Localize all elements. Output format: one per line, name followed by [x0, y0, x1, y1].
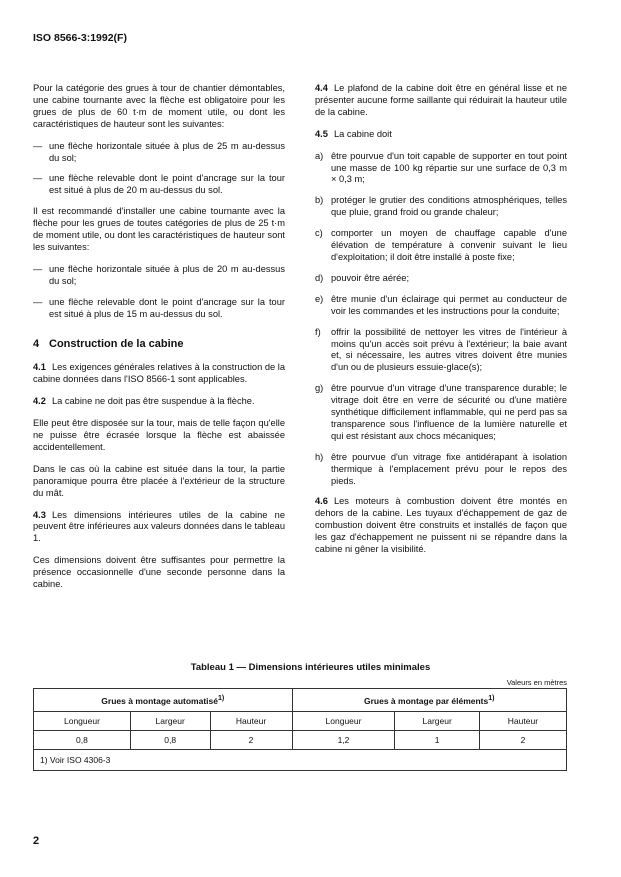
item-text: être munie d'un éclairage qui permet au conducteur de voir les commandes et les instructions pour la conduite;: [331, 293, 567, 316]
table-row: [34, 731, 567, 750]
item-text: comporter un moyen de chauffage capable d'une élévation de température à convenir suivant le lieu d'exploitation; il doit être installé à poste fixe;: [331, 228, 567, 262]
column-header: Hauteur: [479, 712, 566, 731]
column-header: Hauteur: [210, 712, 292, 731]
clause-4-2: [33, 396, 285, 408]
item-text: protéger le grutier des conditions atmosphériques, telles que pluie, grand froid ou grande chaleur;: [331, 195, 567, 218]
list-item: [315, 452, 567, 488]
group-header: [34, 689, 293, 712]
item-marker: b): [315, 195, 324, 206]
document-header: ISO 8566-3:1992(F): [33, 32, 127, 44]
list-item: [315, 294, 567, 318]
list-item: [33, 173, 285, 197]
table-title: Tableau 1 — Dimensions intérieures utiles minimales: [190, 662, 431, 673]
group-header: [292, 689, 566, 712]
paragraph: Pour la catégorie des grues à tour de chantier démontables, une cabine tournante avec la flèche est obligatoire pour les grues de plus de 60 t·m de moment utile, ou dont les caractéristiques de hauteur sont les suivantes:: [33, 83, 285, 129]
item-text: être pourvue d'un vitrage fixe antidérapant à isolation thermique à l'emplacement prévu pour le repos des pieds.: [331, 451, 567, 486]
table-cell: 2: [479, 731, 566, 750]
right-column: [315, 83, 567, 566]
group-label: Grues à montage automatisé: [101, 695, 218, 706]
paragraph: Dans le cas où la cabine est située dans la tour, la partie panoramique pourra être placée à l'extérieur de la structure du mât.: [33, 463, 285, 498]
list-item: [315, 228, 567, 264]
item-marker: f): [315, 326, 321, 337]
clause-4-1: [33, 362, 285, 386]
column-header: Largeur: [395, 712, 479, 731]
clause-text: La cabine ne doit pas être suspendue à la flèche.: [51, 396, 255, 407]
item-marker: e): [315, 293, 324, 304]
list-item: [33, 297, 285, 321]
column-header: Longueur: [34, 712, 131, 731]
table-cell: 1: [395, 731, 479, 750]
table-footnote-row: [34, 750, 567, 771]
clause-4-5: [315, 129, 567, 141]
footnote-ref: 1): [488, 694, 495, 703]
list-item: [315, 327, 567, 375]
list-item-text: une flèche relevable dont le point d'ancrage sur la tour est situé à plus de 20 m au-dessus du sol.: [49, 173, 285, 196]
table-cell: 0,8: [130, 731, 210, 750]
left-column: [33, 83, 285, 601]
list-item-text: une flèche horizontale située à plus de 20 m au-dessus du sol;: [49, 263, 285, 286]
table-header-row: [34, 712, 567, 731]
clause-number: 4.1: [33, 362, 46, 373]
item-text: être pourvue d'un toit capable de supporter en tout point une masse de 100 kg répartie sur une surface de 0,3 m × 0,3 m;: [331, 150, 567, 185]
list-item: [315, 195, 567, 219]
clause-text: Les dimensions intérieures utiles de la cabine ne peuvent être inférieures aux valeurs données dans le tableau 1.: [33, 509, 285, 544]
clause-number: 4.3: [33, 509, 46, 520]
item-marker: h): [315, 451, 324, 462]
group-label: Grues à montage par éléments: [364, 695, 489, 706]
column-header: Largeur: [130, 712, 210, 731]
item-text: être pourvue d'un vitrage d'une transparence durable; le vitrage doit être en verre de sécurité ou d'une matière synthétique difficilement inflammable, qui ne perd pas sa transparence sous l'influence de la lumière naturelle et qui est résistant aux chocs mécaniques;: [331, 383, 567, 441]
item-marker: d): [315, 272, 324, 283]
list-item: [315, 273, 567, 285]
list-item-text: une flèche relevable dont le point d'ancrage sur la tour est situé à plus de 15 m au-dessus du sol.: [49, 296, 285, 319]
list-item: [315, 151, 567, 187]
page-number: 2: [33, 835, 40, 847]
clause-text: Les exigences générales relatives à la construction de la cabine données dans l'ISO 8566-1 sont applicables.: [33, 362, 286, 385]
table-cell: 1,2: [292, 731, 395, 750]
clause-text: Le plafond de la cabine doit être en général lisse et ne présenter aucune forme saillante qui réduirait la hauteur utile de la cabine.: [315, 83, 567, 117]
dash-marker: —: [33, 263, 43, 274]
section-number: 4: [33, 337, 40, 350]
clause-text: La cabine doit: [333, 128, 392, 139]
list-item: [315, 383, 567, 443]
table-cell: 0,8: [34, 731, 131, 750]
clause-4-3: [33, 510, 285, 546]
clause-4-4: [315, 83, 567, 119]
table-units: Valeurs en mètres: [506, 678, 567, 687]
clause-number: 4.5: [315, 128, 328, 139]
item-marker: g): [315, 383, 324, 394]
list-item: [33, 141, 285, 165]
item-text: pouvoir être aérée;: [331, 272, 410, 283]
list-item-text: une flèche horizontale située à plus de 25 m au-dessus du sol;: [49, 140, 285, 163]
clause-number: 4.4: [315, 83, 328, 93]
section-title: [33, 339, 285, 351]
dash-marker: —: [33, 173, 43, 184]
column-header: Longueur: [292, 712, 395, 731]
clause-number: 4.2: [33, 396, 46, 407]
paragraph: Il est recommandé d'installer une cabine tournante avec la flèche pour les grues de toutes catégories de plus de 25 t·m de moment utile, ou dont les caractéristiques de hauteur sont les suivantes:: [33, 206, 285, 252]
paragraph: Elle peut être disposée sur la tour, mais de telle façon qu'elle ne puisse être écrasée lorsque la flèche est abaissée accidentellement.: [33, 418, 285, 452]
clause-text: Les moteurs à combustion doivent être montés en dehors de la cabine. Les tuyaux d'échappement de gaz de combustion doivent être construits et installés de façon que les gaz d'échappement ne puissent ni se répandre dans la cabine ni gêner la visibilité.: [315, 496, 567, 555]
clause-number: 4.6: [315, 496, 328, 507]
clause-4-6: [315, 496, 567, 556]
item-marker: c): [315, 228, 323, 239]
paragraph: Ces dimensions doivent être suffisantes pour permettre la présence occasionnelle d'une seconde personne dans la cabine.: [33, 555, 285, 590]
table-cell: 2: [210, 731, 292, 750]
table-footnote: 1) Voir ISO 4306-3: [34, 750, 567, 771]
footnote-ref: 1): [217, 694, 225, 703]
section-title-text: Construction de la cabine: [49, 337, 184, 350]
item-marker: a): [315, 150, 324, 161]
item-text: offrir la possibilité de nettoyer les vitres de l'intérieur à moins qu'un accès soit prévu à l'extérieur; la baie avant et, si nécessaire, les autres vitres doivent être munies d'un ou de plusieurs essuie-glace(s);: [331, 326, 567, 373]
dimensions-table: [33, 688, 567, 771]
dash-marker: —: [33, 140, 43, 151]
dash-marker: —: [33, 296, 43, 307]
list-item: [33, 264, 285, 288]
